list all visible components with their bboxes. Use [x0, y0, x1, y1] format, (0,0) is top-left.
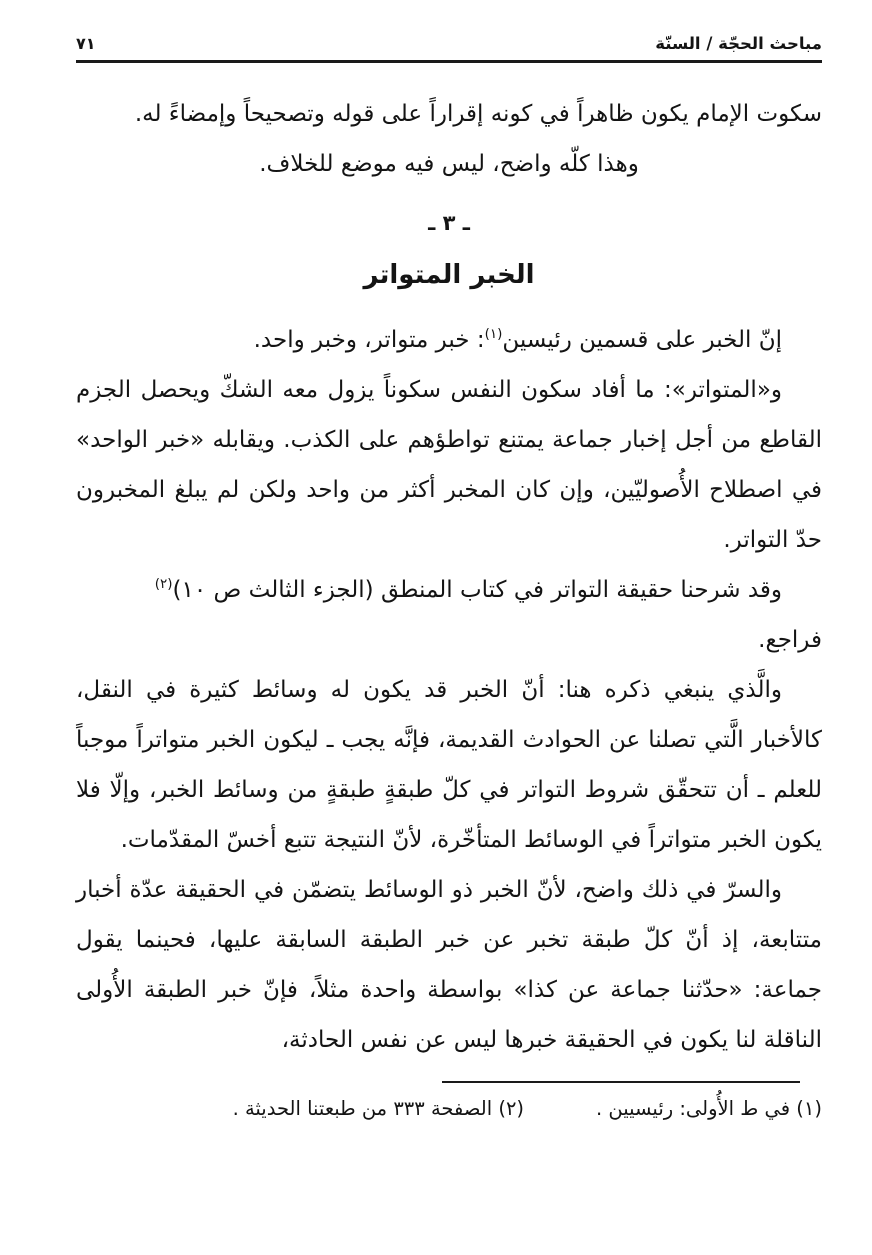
paragraph-mutawatir-definition: و«المتواتر»: ما أفاد سكون النفس سكوناً يزول معه الشكّ ويحصل الجزم القاطع من أجل إخبار جماعة يمتنع تواطؤهم على الكذب. ويقابله «خبر الواحد» في اصطلاح الأُصوليّين، وإن كان المخبر أكثر من واحد ولكن لم يبلغ المخبرون حدّ التواتر.	[76, 377, 822, 553]
paragraph-faraji: فراجع.	[758, 627, 822, 653]
paragraph-mantiq-text: وقد شرحنا حقيقة التواتر في كتاب المنطق (الجزء الثالث ص ١٠)	[172, 577, 782, 603]
paragraph-wasait: والَّذي ينبغي ذكره هنا: أنّ الخبر قد يكون له وسائط كثيرة في النقل، كالأخبار الَّتي تصلنا عن الحوادث القديمة، فإنَّه يجب ـ ليكون الخبر متواتراً موجباً للعلم ـ أن تتحقّق شروط التواتر في كلّ طبقةٍ طبقةٍ من وسائط الخبر، وإلّا فلا يكون الخبر متواتراً في الوسائط المتأخّرة، لأنّ النتيجة تتبع أخسّ المقدّمات.	[76, 677, 822, 853]
page-number: ٧١	[76, 34, 96, 53]
footnote-separator	[442, 1081, 800, 1083]
paragraph-kinds-text-after: : خبر متواتر، وخبر واحد.	[253, 327, 485, 353]
section-number: ـ ٣ ـ	[428, 211, 470, 235]
paragraph-clear: وهذا كلّه واضح، ليس فيه موضع للخلاف.	[259, 151, 639, 177]
page-header	[76, 34, 822, 63]
section-title: الخبر المتواتر	[363, 260, 535, 290]
footnote-1: (١) في ط الأُولى: رئيسيين .	[596, 1097, 822, 1120]
body-text	[76, 63, 822, 1065]
footnotes-row	[76, 1092, 822, 1126]
paragraph-kinds	[76, 315, 822, 365]
paragraph-mantiq-reference	[76, 565, 822, 615]
paragraph-continuation: سكوت الإمام يكون ظاهراً في كونه إقراراً على قوله وتصحيحاً وإمضاءً له.	[134, 101, 822, 127]
paragraph-kinds-text: إنّ الخبر على قسمين رئيسين	[502, 327, 782, 353]
footnotes-section	[76, 1081, 822, 1126]
footnote-marker-2: (٢)	[154, 576, 173, 592]
paragraph-sirr: والسرّ في ذلك واضح، لأنّ الخبر ذو الوسائط يتضمّن في الحقيقة عدّة أخبار متتابعة، إذ أنّ كلّ طبقة تخبر عن خبر الطبقة السابقة عليها، فحينما يقول جماعة: «حدّثنا جماعة عن كذا» بواسطة واحدة مثلاً، فإنّ خبر الطبقة الأُولى الناقلة لنا يكون في الحقيقة خبرها ليس عن نفس الحادثة،	[76, 877, 822, 1053]
footnote-2: (٢) الصفحة ٣٣٣ من طبعتنا الحديثة .	[232, 1097, 525, 1120]
footnote-marker-1: (١)	[484, 326, 503, 342]
running-head-title: مباحث الحجّة / السنّة	[655, 34, 822, 53]
